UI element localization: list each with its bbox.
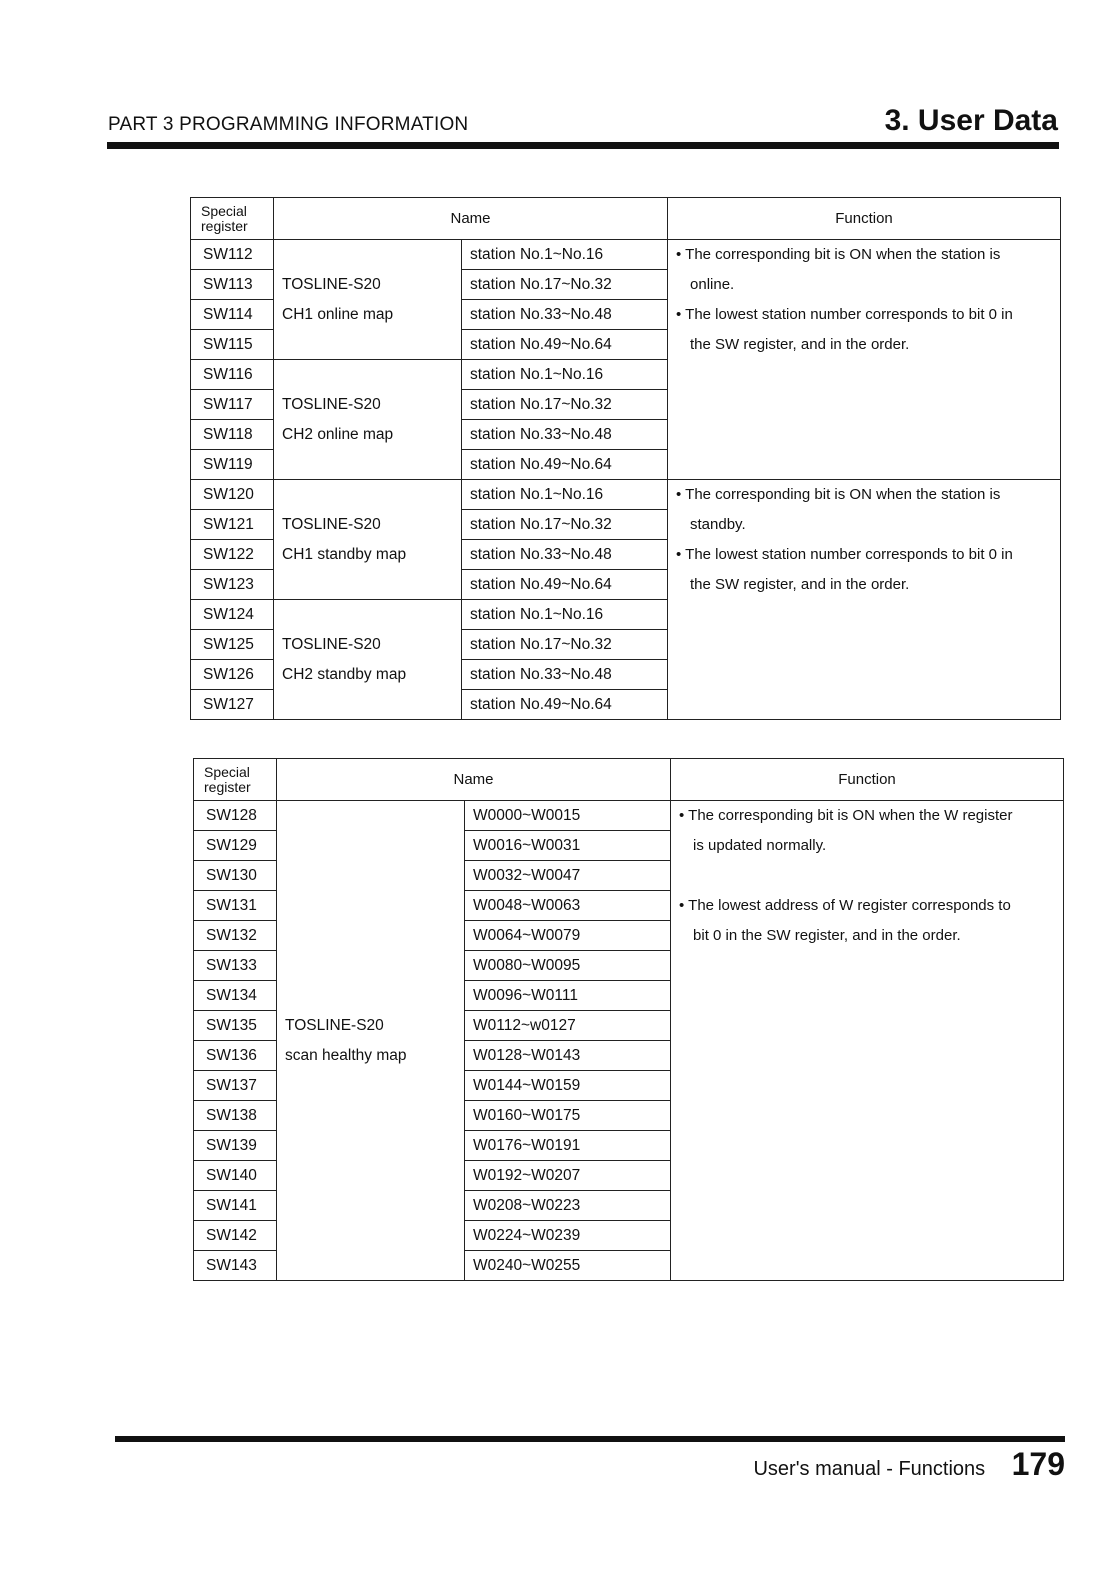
w-register-range-cell: W0224~W0239 <box>465 1221 671 1251</box>
function-line <box>679 831 1057 861</box>
w-register-range-cell: W0208~W0223 <box>465 1191 671 1221</box>
table-row <box>191 240 1061 270</box>
register-cell: SW122 <box>191 540 274 570</box>
w-register-range-cell: W0032~W0047 <box>465 861 671 891</box>
register-cell: SW132 <box>194 921 277 951</box>
function-line <box>679 801 1057 831</box>
function-text: • The corresponding bit is ON when the station is <box>676 246 1001 263</box>
function-line <box>676 330 1054 360</box>
function-line <box>676 510 1054 540</box>
group-name-cell <box>274 480 462 600</box>
function-text: • The corresponding bit is ON when the W register <box>679 807 1013 824</box>
register-cell: SW136 <box>194 1041 277 1071</box>
register-cell: SW127 <box>191 690 274 720</box>
station-range-cell: station No.33~No.48 <box>462 420 668 450</box>
function-text: • The corresponding bit is ON when the station is <box>676 486 1001 503</box>
register-cell: SW138 <box>194 1101 277 1131</box>
column-header-register: Special register <box>191 198 274 240</box>
w-register-range-cell: W0080~W0095 <box>465 951 671 981</box>
station-range-cell: station No.49~No.64 <box>462 690 668 720</box>
w-register-range-cell: W0064~W0079 <box>465 921 671 951</box>
function-line <box>676 270 1054 300</box>
w-register-range-cell: W0016~W0031 <box>465 831 671 861</box>
station-range-cell: station No.1~No.16 <box>462 480 668 510</box>
register-cell: SW124 <box>191 600 274 630</box>
register-cell: SW137 <box>194 1071 277 1101</box>
special-register-table-2 <box>193 758 1064 1281</box>
register-cell: SW126 <box>191 660 274 690</box>
register-cell: SW116 <box>191 360 274 390</box>
register-cell: SW140 <box>194 1161 277 1191</box>
w-register-range-cell: W0192~W0207 <box>465 1161 671 1191</box>
function-line <box>676 300 1054 330</box>
w-register-range-cell: W0112~w0127 <box>465 1011 671 1041</box>
register-cell: SW115 <box>191 330 274 360</box>
register-cell: SW131 <box>194 891 277 921</box>
register-cell: SW130 <box>194 861 277 891</box>
part-label: PART 3 PROGRAMMING INFORMATION <box>108 114 469 135</box>
group-name-line2: scan healthy map <box>285 1046 407 1064</box>
station-range-cell: station No.1~No.16 <box>462 600 668 630</box>
group-name-cell <box>274 360 462 480</box>
function-line <box>679 891 1057 921</box>
function-line <box>679 861 1057 891</box>
function-line <box>676 540 1054 570</box>
station-range-cell: station No.1~No.16 <box>462 360 668 390</box>
register-cell: SW128 <box>194 801 277 831</box>
station-range-cell: station No.17~No.32 <box>462 270 668 300</box>
function-text: standby. <box>690 516 746 533</box>
station-range-cell: station No.17~No.32 <box>462 510 668 540</box>
column-header-name: Name <box>277 759 671 801</box>
group-name-cell <box>274 600 462 720</box>
function-text: bit 0 in the SW register, and in the order. <box>693 927 961 944</box>
register-cell: SW121 <box>191 510 274 540</box>
station-range-cell: station No.49~No.64 <box>462 330 668 360</box>
register-cell: SW113 <box>191 270 274 300</box>
page-number: 179 <box>1011 1446 1065 1482</box>
w-register-range-cell: W0096~W0111 <box>465 981 671 1011</box>
group-name-line1: TOSLINE-S20 <box>282 516 381 533</box>
function-text: • The lowest station number corresponds to bit 0 in <box>676 306 1013 323</box>
function-line <box>679 921 1057 951</box>
register-cell: SW134 <box>194 981 277 1011</box>
w-register-range-cell: W0000~W0015 <box>465 801 671 831</box>
register-cell: SW133 <box>194 951 277 981</box>
register-cell: SW118 <box>191 420 274 450</box>
function-text: • The lowest station number corresponds to bit 0 in <box>676 546 1013 563</box>
w-register-range-cell: W0240~W0255 <box>465 1251 671 1281</box>
station-range-cell: station No.1~No.16 <box>462 240 668 270</box>
register-cell: SW125 <box>191 630 274 660</box>
manual-label: User's manual - Functions <box>753 1458 986 1480</box>
w-register-range-cell: W0048~W0063 <box>465 891 671 921</box>
station-range-cell: station No.33~No.48 <box>462 660 668 690</box>
register-cell: SW142 <box>194 1221 277 1251</box>
group-name-line2: CH1 online map <box>282 306 394 323</box>
register-cell: SW112 <box>191 240 274 270</box>
w-register-range-cell: W0160~W0175 <box>465 1101 671 1131</box>
station-range-cell: station No.33~No.48 <box>462 300 668 330</box>
table-row <box>191 480 1061 510</box>
section-title: 3. User Data <box>884 104 1058 137</box>
function-line <box>676 480 1054 510</box>
register-cell: SW117 <box>191 390 274 420</box>
column-header-name: Name <box>274 198 668 240</box>
column-header-function: Function <box>668 198 1061 240</box>
function-cell <box>668 240 1061 480</box>
table-header-row <box>191 198 1061 240</box>
w-register-range-cell: W0128~W0143 <box>465 1041 671 1071</box>
footer-rule <box>115 1436 1065 1442</box>
station-range-cell: station No.49~No.64 <box>462 570 668 600</box>
register-cell: SW129 <box>194 831 277 861</box>
group-name-line2: CH2 online map <box>282 426 394 443</box>
station-range-cell: station No.49~No.64 <box>462 450 668 480</box>
special-register-table-1 <box>190 197 1061 720</box>
page-footer <box>753 1446 1065 1486</box>
w-register-range-cell: W0176~W0191 <box>465 1131 671 1161</box>
table-header-row <box>194 759 1064 801</box>
function-text: is updated normally. <box>693 837 827 854</box>
function-text: • The lowest address of W register corresponds to <box>679 897 1011 914</box>
register-cell: SW114 <box>191 300 274 330</box>
w-register-range-cell: W0144~W0159 <box>465 1071 671 1101</box>
register-cell: SW120 <box>191 480 274 510</box>
register-cell: SW119 <box>191 450 274 480</box>
station-range-cell: station No.33~No.48 <box>462 540 668 570</box>
function-text: the SW register, and in the order. <box>690 336 910 353</box>
group-name-line2: CH2 standby map <box>282 666 407 683</box>
header-rule <box>107 142 1059 149</box>
register-cell: SW141 <box>194 1191 277 1221</box>
group-name-line2: CH1 standby map <box>282 546 407 563</box>
group-name-line1: TOSLINE-S20 <box>282 396 381 413</box>
station-range-cell: station No.17~No.32 <box>462 390 668 420</box>
register-cell: SW139 <box>194 1131 277 1161</box>
group-name-line1: TOSLINE-S20 <box>282 636 381 653</box>
station-range-cell: station No.17~No.32 <box>462 630 668 660</box>
function-cell <box>668 480 1061 720</box>
group-name-cell <box>277 801 465 1281</box>
function-text: online. <box>690 276 735 293</box>
table-row <box>194 801 1064 831</box>
page-header <box>108 100 1058 140</box>
function-line <box>676 240 1054 270</box>
group-name-cell <box>274 240 462 360</box>
column-header-register: Special register <box>194 759 277 801</box>
register-cell: SW135 <box>194 1011 277 1041</box>
register-cell: SW143 <box>194 1251 277 1281</box>
function-line <box>676 570 1054 600</box>
group-name-line1: TOSLINE-S20 <box>282 276 381 293</box>
column-header-function: Function <box>671 759 1064 801</box>
function-text: the SW register, and in the order. <box>690 576 910 593</box>
function-cell <box>671 801 1064 1281</box>
group-name-line1: TOSLINE-S20 <box>285 1016 384 1034</box>
register-cell: SW123 <box>191 570 274 600</box>
